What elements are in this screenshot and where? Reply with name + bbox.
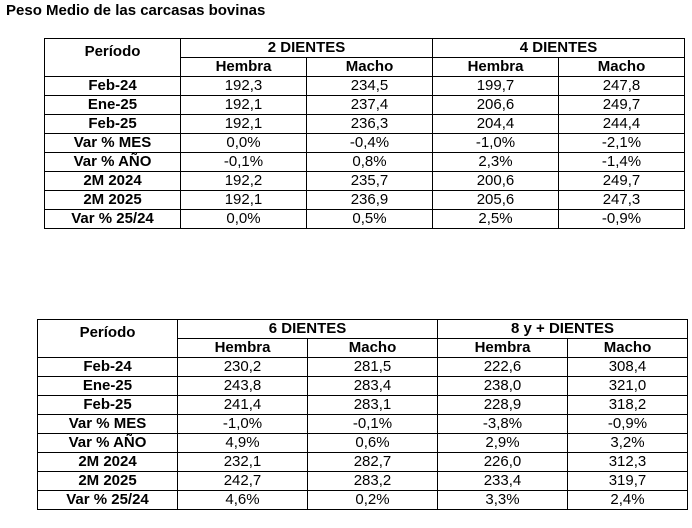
subheader-hembra: Hembra bbox=[438, 339, 568, 358]
table-row bbox=[45, 77, 685, 96]
table-cell: 0,5% bbox=[307, 210, 433, 229]
table-cell: -2,1% bbox=[559, 134, 685, 153]
row-label: Feb-24 bbox=[38, 358, 178, 377]
table-cell: 281,5 bbox=[308, 358, 438, 377]
table-cell: 283,2 bbox=[308, 472, 438, 491]
table-cell: 226,0 bbox=[438, 453, 568, 472]
table-row bbox=[45, 210, 685, 229]
group-header-2-dientes: 2 DIENTES bbox=[181, 39, 433, 58]
table-cell: 205,6 bbox=[433, 191, 559, 210]
table-row bbox=[38, 472, 688, 491]
table-row bbox=[38, 377, 688, 396]
table-cell: 234,5 bbox=[307, 77, 433, 96]
table-cell: 204,4 bbox=[433, 115, 559, 134]
table-cell: 243,8 bbox=[178, 377, 308, 396]
table-cell: 192,2 bbox=[181, 172, 307, 191]
table-cell: 192,3 bbox=[181, 77, 307, 96]
weights-table-2-4-dientes bbox=[44, 38, 685, 229]
table-cell: 249,7 bbox=[559, 96, 685, 115]
table-cell: 319,7 bbox=[568, 472, 688, 491]
row-label: Var % MES bbox=[38, 415, 178, 434]
table-cell: 228,9 bbox=[438, 396, 568, 415]
table-cell: 308,4 bbox=[568, 358, 688, 377]
row-label: Feb-25 bbox=[38, 396, 178, 415]
table-cell: 199,7 bbox=[433, 77, 559, 96]
row-label: Var % 25/24 bbox=[38, 491, 178, 510]
table-row bbox=[45, 153, 685, 172]
table-cell: 247,3 bbox=[559, 191, 685, 210]
table-row bbox=[38, 453, 688, 472]
table-cell: 244,4 bbox=[559, 115, 685, 134]
table-row bbox=[45, 191, 685, 210]
table-cell: 235,7 bbox=[307, 172, 433, 191]
table-cell: 4,6% bbox=[178, 491, 308, 510]
row-label: 2M 2024 bbox=[45, 172, 181, 191]
table-cell: 237,4 bbox=[307, 96, 433, 115]
table-cell: -0,9% bbox=[559, 210, 685, 229]
row-label: Feb-24 bbox=[45, 77, 181, 96]
table-cell: 236,9 bbox=[307, 191, 433, 210]
table-cell: 238,0 bbox=[438, 377, 568, 396]
row-label: Ene-25 bbox=[38, 377, 178, 396]
weights-table-6-8-dientes bbox=[37, 319, 688, 510]
subheader-hembra: Hembra bbox=[178, 339, 308, 358]
table-cell: 247,8 bbox=[559, 77, 685, 96]
table-cell: -1,4% bbox=[559, 153, 685, 172]
table-cell: 200,6 bbox=[433, 172, 559, 191]
table-row bbox=[45, 134, 685, 153]
row-label: 2M 2025 bbox=[45, 191, 181, 210]
row-label: Ene-25 bbox=[45, 96, 181, 115]
page-title: Peso Medio de las carcasas bovinas bbox=[6, 2, 266, 19]
table-cell: -1,0% bbox=[178, 415, 308, 434]
table-cell: 0,2% bbox=[308, 491, 438, 510]
table-cell: 4,9% bbox=[178, 434, 308, 453]
table-row bbox=[38, 415, 688, 434]
table-cell: -0,4% bbox=[307, 134, 433, 153]
group-header-4-dientes: 4 DIENTES bbox=[433, 39, 685, 58]
table-row bbox=[38, 396, 688, 415]
table-cell: 2,3% bbox=[433, 153, 559, 172]
group-header-8-dientes: 8 y + DIENTES bbox=[438, 320, 688, 339]
table-cell: 2,9% bbox=[438, 434, 568, 453]
table-cell: 192,1 bbox=[181, 191, 307, 210]
table-cell: 3,3% bbox=[438, 491, 568, 510]
periodo-header: Período bbox=[45, 39, 181, 77]
table-row bbox=[38, 491, 688, 510]
table-cell: 222,6 bbox=[438, 358, 568, 377]
row-label: 2M 2024 bbox=[38, 453, 178, 472]
table-cell: 3,2% bbox=[568, 434, 688, 453]
row-label: 2M 2025 bbox=[38, 472, 178, 491]
group-header-6-dientes: 6 DIENTES bbox=[178, 320, 438, 339]
table-cell: -3,8% bbox=[438, 415, 568, 434]
periodo-header: Período bbox=[38, 320, 178, 358]
table-cell: 318,2 bbox=[568, 396, 688, 415]
row-label: Var % MES bbox=[45, 134, 181, 153]
table-cell: 0,0% bbox=[181, 134, 307, 153]
table-cell: 192,1 bbox=[181, 96, 307, 115]
table-cell: 241,4 bbox=[178, 396, 308, 415]
subheader-macho: Macho bbox=[568, 339, 688, 358]
table-cell: -0,1% bbox=[181, 153, 307, 172]
table-cell: 206,6 bbox=[433, 96, 559, 115]
table-cell: 230,2 bbox=[178, 358, 308, 377]
table-cell: -1,0% bbox=[433, 134, 559, 153]
table-cell: 0,6% bbox=[308, 434, 438, 453]
table-row bbox=[45, 96, 685, 115]
table-cell: 321,0 bbox=[568, 377, 688, 396]
row-label: Feb-25 bbox=[45, 115, 181, 134]
subheader-hembra: Hembra bbox=[433, 58, 559, 77]
subheader-macho: Macho bbox=[308, 339, 438, 358]
row-label: Var % 25/24 bbox=[45, 210, 181, 229]
table-cell: 283,1 bbox=[308, 396, 438, 415]
table-cell: 233,4 bbox=[438, 472, 568, 491]
table-cell: 0,0% bbox=[181, 210, 307, 229]
subheader-macho: Macho bbox=[307, 58, 433, 77]
table-cell: 2,4% bbox=[568, 491, 688, 510]
row-label: Var % AÑO bbox=[38, 434, 178, 453]
table-cell: 242,7 bbox=[178, 472, 308, 491]
subheader-macho: Macho bbox=[559, 58, 685, 77]
table-cell: 232,1 bbox=[178, 453, 308, 472]
table-cell: -0,1% bbox=[308, 415, 438, 434]
table-cell: 236,3 bbox=[307, 115, 433, 134]
table-cell: 2,5% bbox=[433, 210, 559, 229]
table-row bbox=[45, 172, 685, 191]
table-row bbox=[38, 358, 688, 377]
table-row bbox=[38, 434, 688, 453]
table-cell: 249,7 bbox=[559, 172, 685, 191]
table-cell: 0,8% bbox=[307, 153, 433, 172]
subheader-hembra: Hembra bbox=[181, 58, 307, 77]
table-cell: -0,9% bbox=[568, 415, 688, 434]
table-cell: 282,7 bbox=[308, 453, 438, 472]
table-cell: 283,4 bbox=[308, 377, 438, 396]
table-row bbox=[45, 115, 685, 134]
table-cell: 192,1 bbox=[181, 115, 307, 134]
table-cell: 312,3 bbox=[568, 453, 688, 472]
row-label: Var % AÑO bbox=[45, 153, 181, 172]
